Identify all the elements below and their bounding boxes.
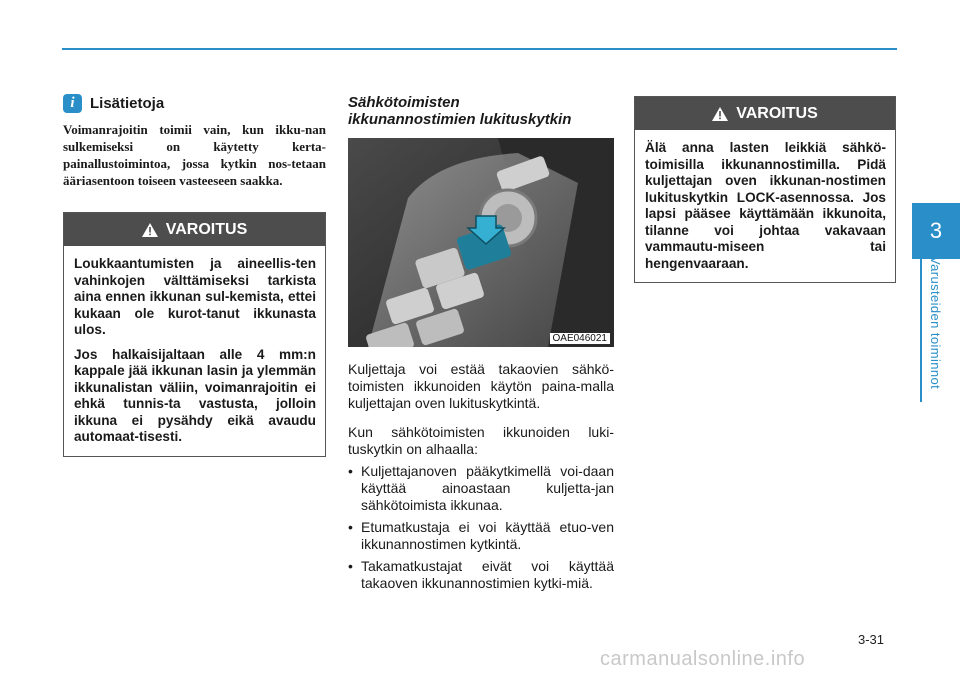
section-paragraph: Kun sähkötoimisten ikkunoiden luki-tuskytkin on alhaalla: [348, 424, 614, 457]
info-icon: i [63, 94, 82, 113]
info-text: Voimanrajoitin toimii vain, kun ikku-nan sulkemiseksi on käytetty kerta-painallustoimintoa, jossa kytkin nos-tetaan ääriasentoon toiseen vasteeseen saakka. [63, 122, 326, 188]
warning-box-right [634, 96, 896, 283]
warning-header [635, 97, 895, 130]
warning-title: VAROITUS [165, 220, 248, 238]
door-switch-figure [348, 138, 614, 347]
info-header [63, 94, 326, 113]
info-title: Lisätietoja [90, 95, 165, 112]
list-item: • Etumatkustaja ei voi käyttää etuo-ven ikkunannostimen kytkintä. [348, 519, 614, 553]
chapter-title: Varusteiden toiminnot [928, 256, 943, 390]
left-column [63, 94, 326, 457]
warning-title: VAROITUS [736, 104, 818, 122]
door-switch-illustration [348, 138, 614, 347]
warning-triangle-icon [142, 223, 158, 237]
figure-code: OAE046021 [550, 333, 611, 344]
warning-header [64, 213, 325, 246]
top-rule [62, 48, 897, 50]
right-column [634, 96, 896, 283]
bullet-list [348, 463, 614, 592]
warning-triangle-icon [712, 107, 728, 121]
middle-column [348, 94, 614, 592]
section-title: Sähkötoimisten ikkunannostimien lukituskytkin [348, 94, 572, 128]
warning-paragraph: Loukkaantumisten ja aineellis-ten vahinkojen välttämiseksi tarkista aina ennen ikkunan sul-kemista, ettei kukaan ole kurot-tanut ikkunasta ulos. [74, 256, 316, 337]
warning-paragraph: Älä anna lasten leikkiä sähkö-toimisilla ikkunannostimilla. Pidä kuljettajan oven ikkunan-nostimen lukituskytkin LOCK-asennossa. Jos lapsi pääsee käyttämään ikkunoita, tilanne voi johtaa vakavaan vammautu-miseen tai hengenvaaraan. [645, 140, 886, 271]
warning-box-left [63, 212, 326, 457]
watermark: carmanualsonline.info [600, 648, 806, 670]
chapter-line [920, 250, 922, 402]
warning-body [635, 130, 895, 282]
section-paragraph: Kuljettaja voi estää takaovien sähkö-toimisten ikkunoiden käytön paina-malla kuljettajan oven lukituskytkintä. [348, 361, 614, 411]
list-item: • Takamatkustajat eivät voi käyttää takaoven ikkunannostimien kytki-miä. [348, 558, 614, 592]
list-item: • Kuljettajanoven pääkytkimellä voi-daan käyttää ainoastaan kuljetta-jan sähkötoimista ikkunaa. [348, 463, 614, 514]
page-number: 3-31 [858, 632, 885, 647]
warning-body [64, 246, 325, 456]
warning-paragraph: Jos halkaisijaltaan alle 4 mm:n kappale jää ikkunan lasin ja ylemmän ikkunalistan väliin, voimanrajoitin ei ehkä tunnis-ta vastusta, jolloin ikkuna ei pysähdy eikä avaudu automaat-tisesti. [74, 346, 316, 444]
chapter-number: 3 [929, 218, 943, 243]
